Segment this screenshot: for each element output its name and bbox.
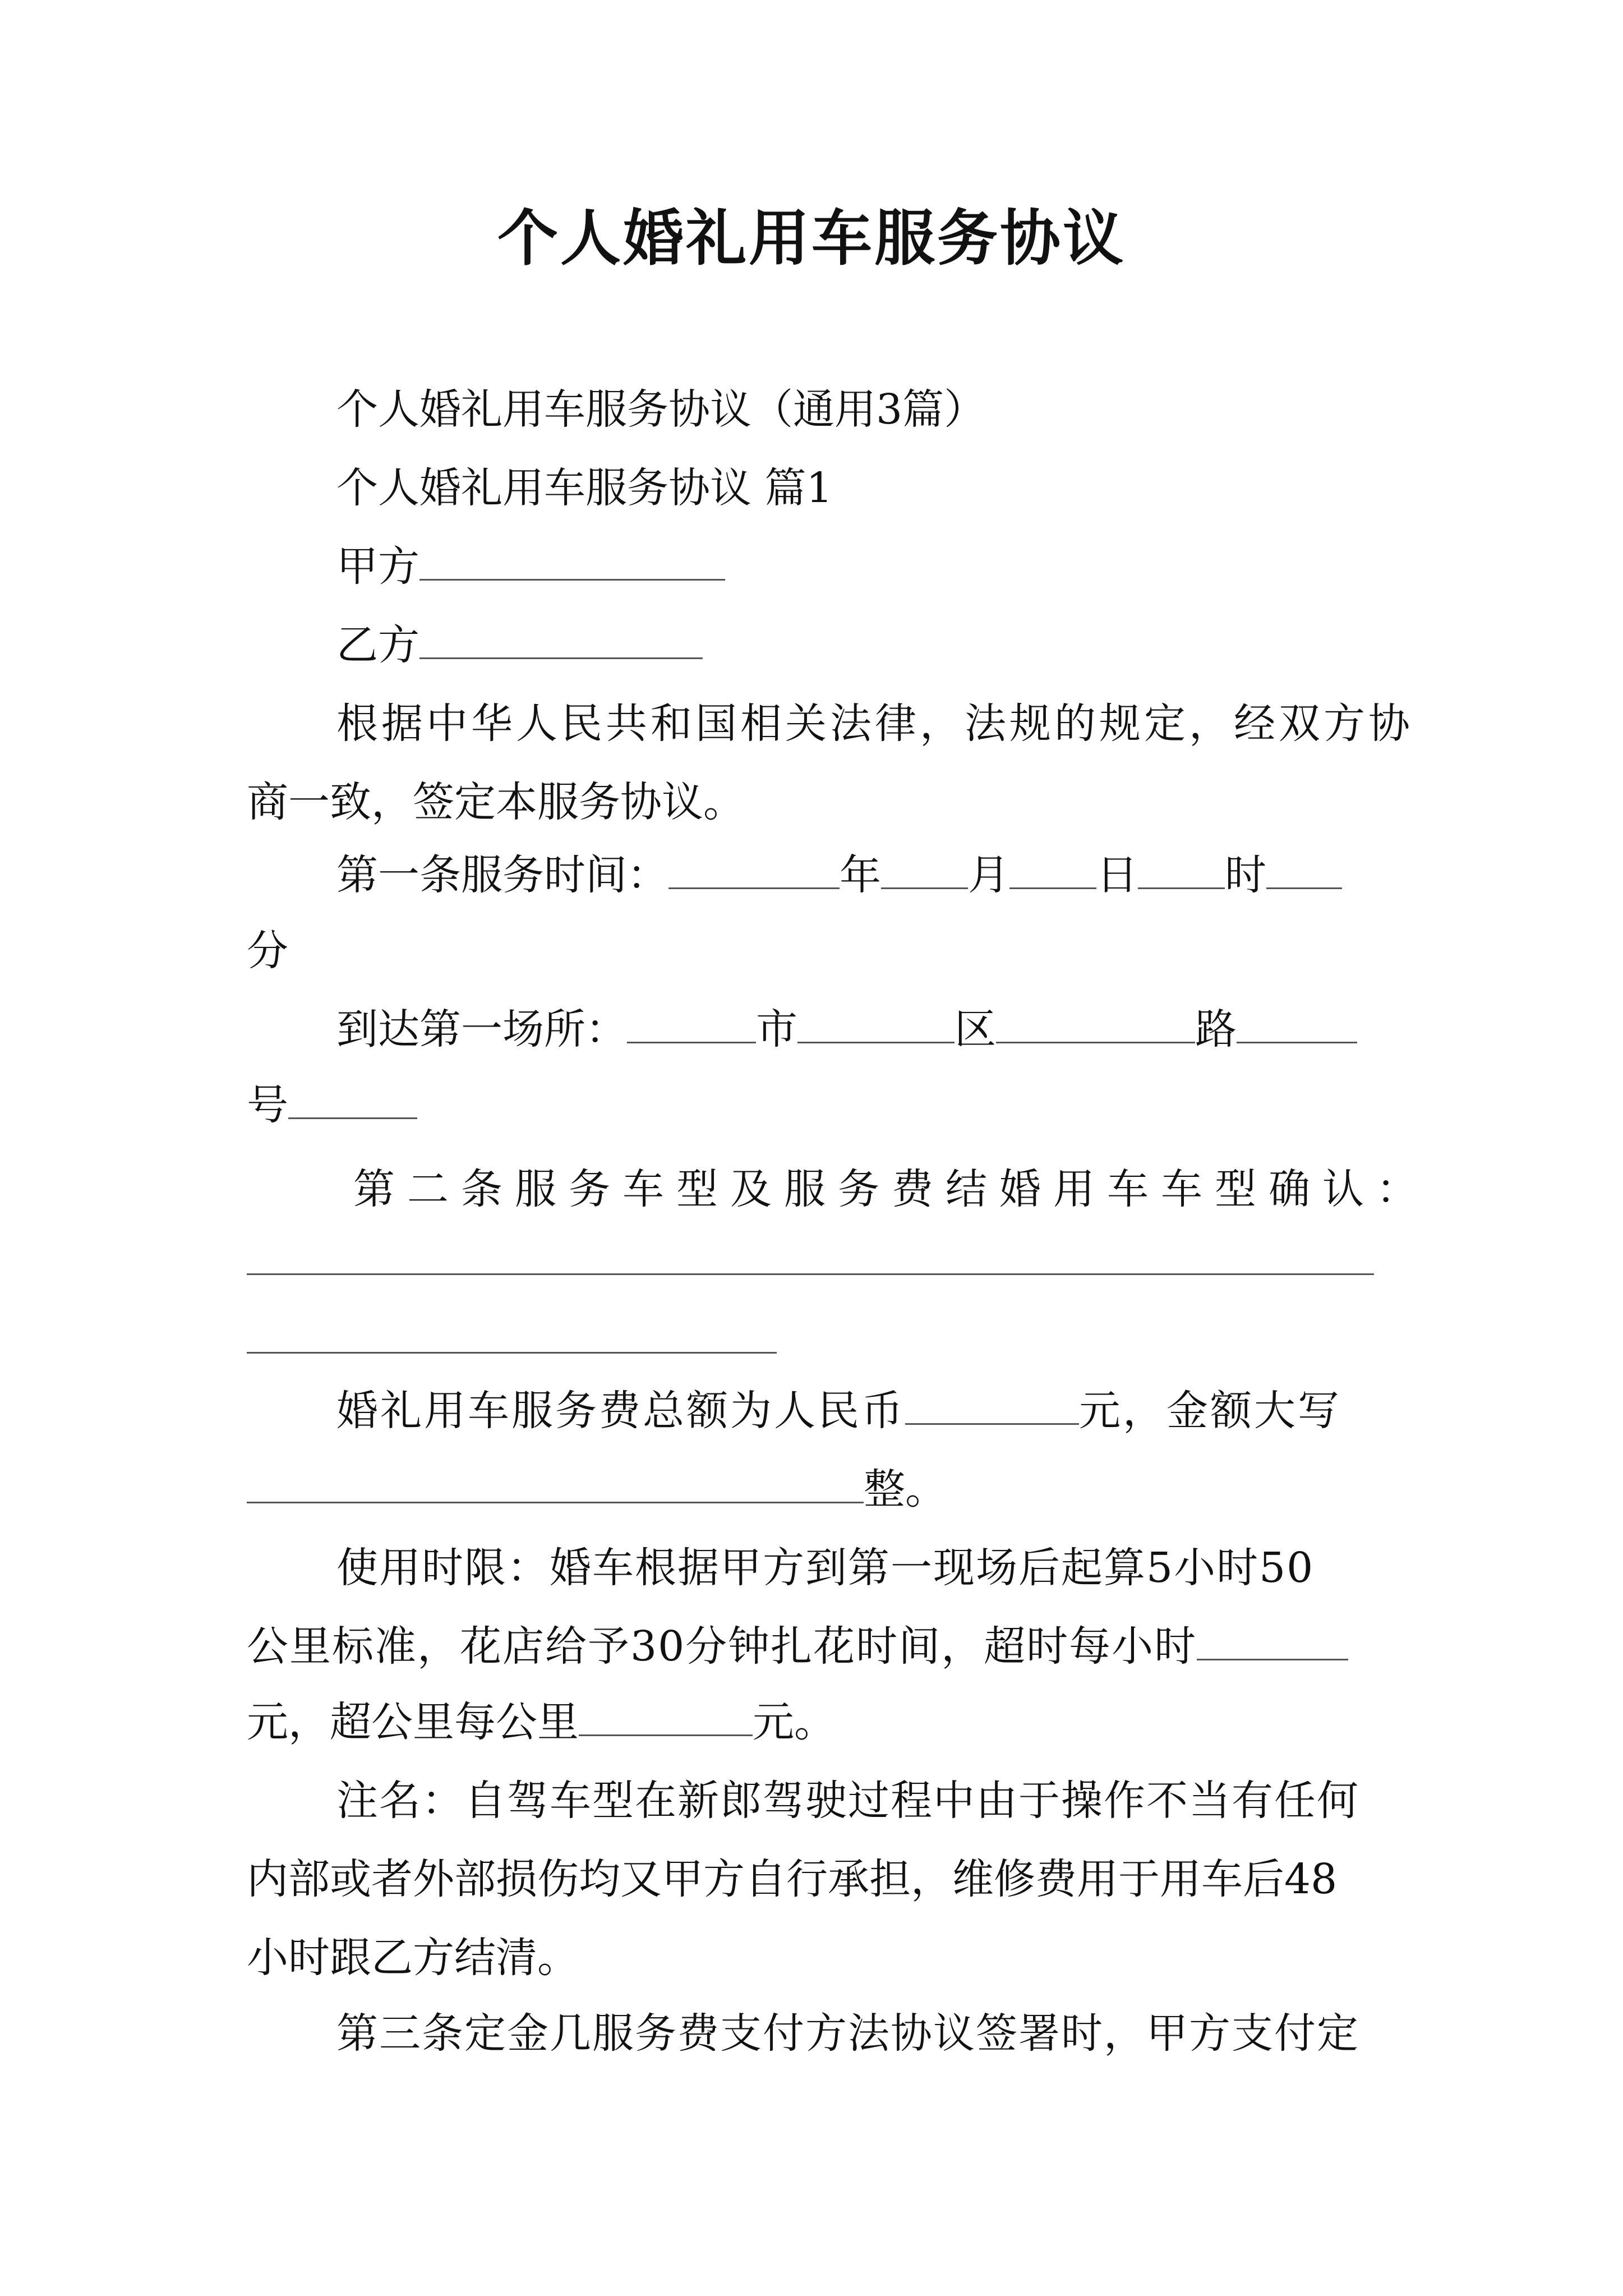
day-label: 日 (1096, 851, 1138, 899)
hour-label: 时 (1225, 851, 1266, 899)
year-label: 年 (840, 851, 881, 899)
note-line-3: 小时跟乙方结清。 (247, 1934, 579, 1982)
note-line-2: 内部或者外部损伤均又甲方自行承担，维修费用于用车后48 (247, 1855, 1338, 1903)
minute-blank (1266, 847, 1342, 889)
intro-line-1: 根据中华人民共和国相关法律，法规的规定，经双方协 (336, 700, 1413, 748)
article-3-line-1: 第三条定金几服务费支付方法协议签署时，甲方支付定 (336, 2009, 1359, 2058)
arrival-number-line (247, 1077, 417, 1133)
arrival-label: 到达第一场所： (336, 1005, 627, 1053)
fee-capital-label: 元，金额大写 (1079, 1387, 1341, 1435)
limit-line-3-b: 元。 (753, 1698, 836, 1746)
document-title: 个人婚礼用车服务协议 (497, 203, 1126, 274)
minute-label: 分 (247, 927, 288, 975)
road-blank (996, 1001, 1195, 1043)
party-b-blank (419, 617, 703, 659)
note-line-1: 注名：自驾车型在新郎驾驶过程中由于操作不当有任何 (336, 1777, 1359, 1825)
road-label: 路 (1195, 1005, 1237, 1053)
number-label: 号 (247, 1081, 288, 1129)
article-1-label: 第一条服务时间： (336, 851, 668, 899)
section-heading: 个人婚礼用车服务协议 篇1 (336, 464, 833, 512)
article-2-heading: 第二条服务车型及服务费结婚用车车型确认： (353, 1165, 1430, 1213)
limit-line-3-a: 元，超公里每公里 (247, 1698, 579, 1746)
district-label: 区 (955, 1005, 996, 1053)
party-b-label: 乙方 (336, 621, 419, 669)
number-blank (288, 1077, 417, 1119)
fee-line-1 (336, 1383, 1341, 1439)
limit-line-2 (247, 1618, 1348, 1674)
hour-blank (1138, 847, 1225, 889)
fee-line-2 (247, 1461, 947, 1517)
party-b-line (336, 617, 703, 673)
fee-label: 婚礼用车服务费总额为人民币 (336, 1387, 905, 1435)
limit-line-3 (247, 1694, 836, 1750)
district-blank (797, 1001, 955, 1043)
city-blank (627, 1001, 756, 1043)
limit-line-1: 使用时限：婚车根据甲方到第一现场后起算5小时50 (336, 1544, 1315, 1592)
overtime-fee-blank (1197, 1618, 1348, 1660)
party-a-line (336, 539, 725, 595)
article-1-line (336, 847, 1342, 903)
city-label: 市 (756, 1005, 797, 1053)
road-trailing-blank (1237, 1001, 1357, 1043)
limit-line-2-text: 公里标准，花店给予30分钟扎花时间，超时每小时 (247, 1622, 1197, 1671)
month-blank (881, 847, 968, 889)
subtitle: 个人婚礼用车服务协议（通用3篇） (336, 385, 986, 434)
vehicle-type-blank-1 (247, 1273, 1374, 1275)
fee-capital-blank (247, 1461, 864, 1503)
party-a-label: 甲方 (336, 542, 419, 591)
overmileage-fee-blank (579, 1694, 753, 1736)
fee-end: 整。 (864, 1465, 947, 1513)
year-blank (668, 847, 840, 889)
day-blank (1009, 847, 1096, 889)
fee-amount-blank (905, 1383, 1079, 1425)
month-label: 月 (968, 851, 1009, 899)
intro-line-2: 商一致，签定本服务协议。 (247, 778, 745, 826)
vehicle-type-blank-2 (247, 1352, 777, 1354)
arrival-line (336, 1001, 1357, 1057)
party-a-blank (419, 539, 725, 581)
